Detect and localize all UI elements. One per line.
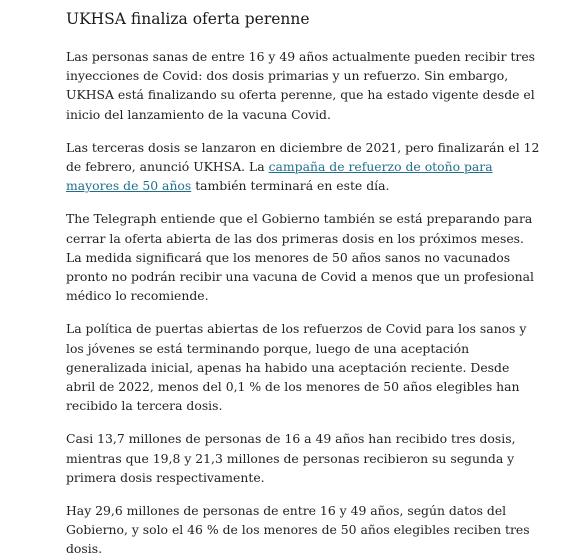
autumn-booster-campaign-link[interactable]: campaña de refuerzo de otoño para mayores de 50 años: [66, 159, 493, 194]
paragraph-2-text-after: también terminará en este día.: [191, 178, 390, 194]
paragraph-4: La política de puertas abiertas de los refuerzos de Covid para los sanos y los jóvenes se está terminando porque, luego de una aceptación generalizada inicial, apenas ha habido una aceptación reciente. Desde abril de 2022, menos del 0,1 % de los menores de 50 años elegibles han recibido la tercera dosis.: [66, 321, 527, 414]
article-title: UKHSA finaliza oferta perenne: [66, 10, 310, 28]
paragraph-6: Hay 29,6 millones de personas de entre 16 y 49 años, según datos del Gobierno, y solo el 46 % de los menores de 50 años elegibles reciben tres dosis.: [66, 503, 530, 557]
paragraph-5: Casi 13,7 millones de personas de 16 a 49 años han recibido tres dosis, mientras que 19,8 y 21,3 millones de personas recibieron su segunda y primera dosis respectivamente.: [66, 431, 516, 485]
paragraph-1: Las personas sanas de entre 16 y 49 años actualmente pueden recibir tres inyecciones de Covid: dos dosis primarias y un refuerzo. Sin embargo, UKHSA está finalizando su oferta perenne, que ha estado vigente desde el inicio del lanzamiento de la vacuna Covid.: [66, 49, 536, 122]
paragraph-2-text-before: Las terceras dosis se lanzaron en diciembre de 2021, pero finalizarán el 12 de febrero, anunció UKHSA. La: [66, 139, 540, 175]
paragraph-2: [66, 138, 541, 196]
paragraph-3: The Telegraph entiende que el Gobierno también se está preparando para cerrar la oferta abierta de las dos primeras dosis en los próximos meses. La medida significará que los menores de 50 años sanos no vacunados pronto no podrán recibir una vacuna de Covid a menos que un profesional médico lo recomiende.: [66, 211, 534, 304]
